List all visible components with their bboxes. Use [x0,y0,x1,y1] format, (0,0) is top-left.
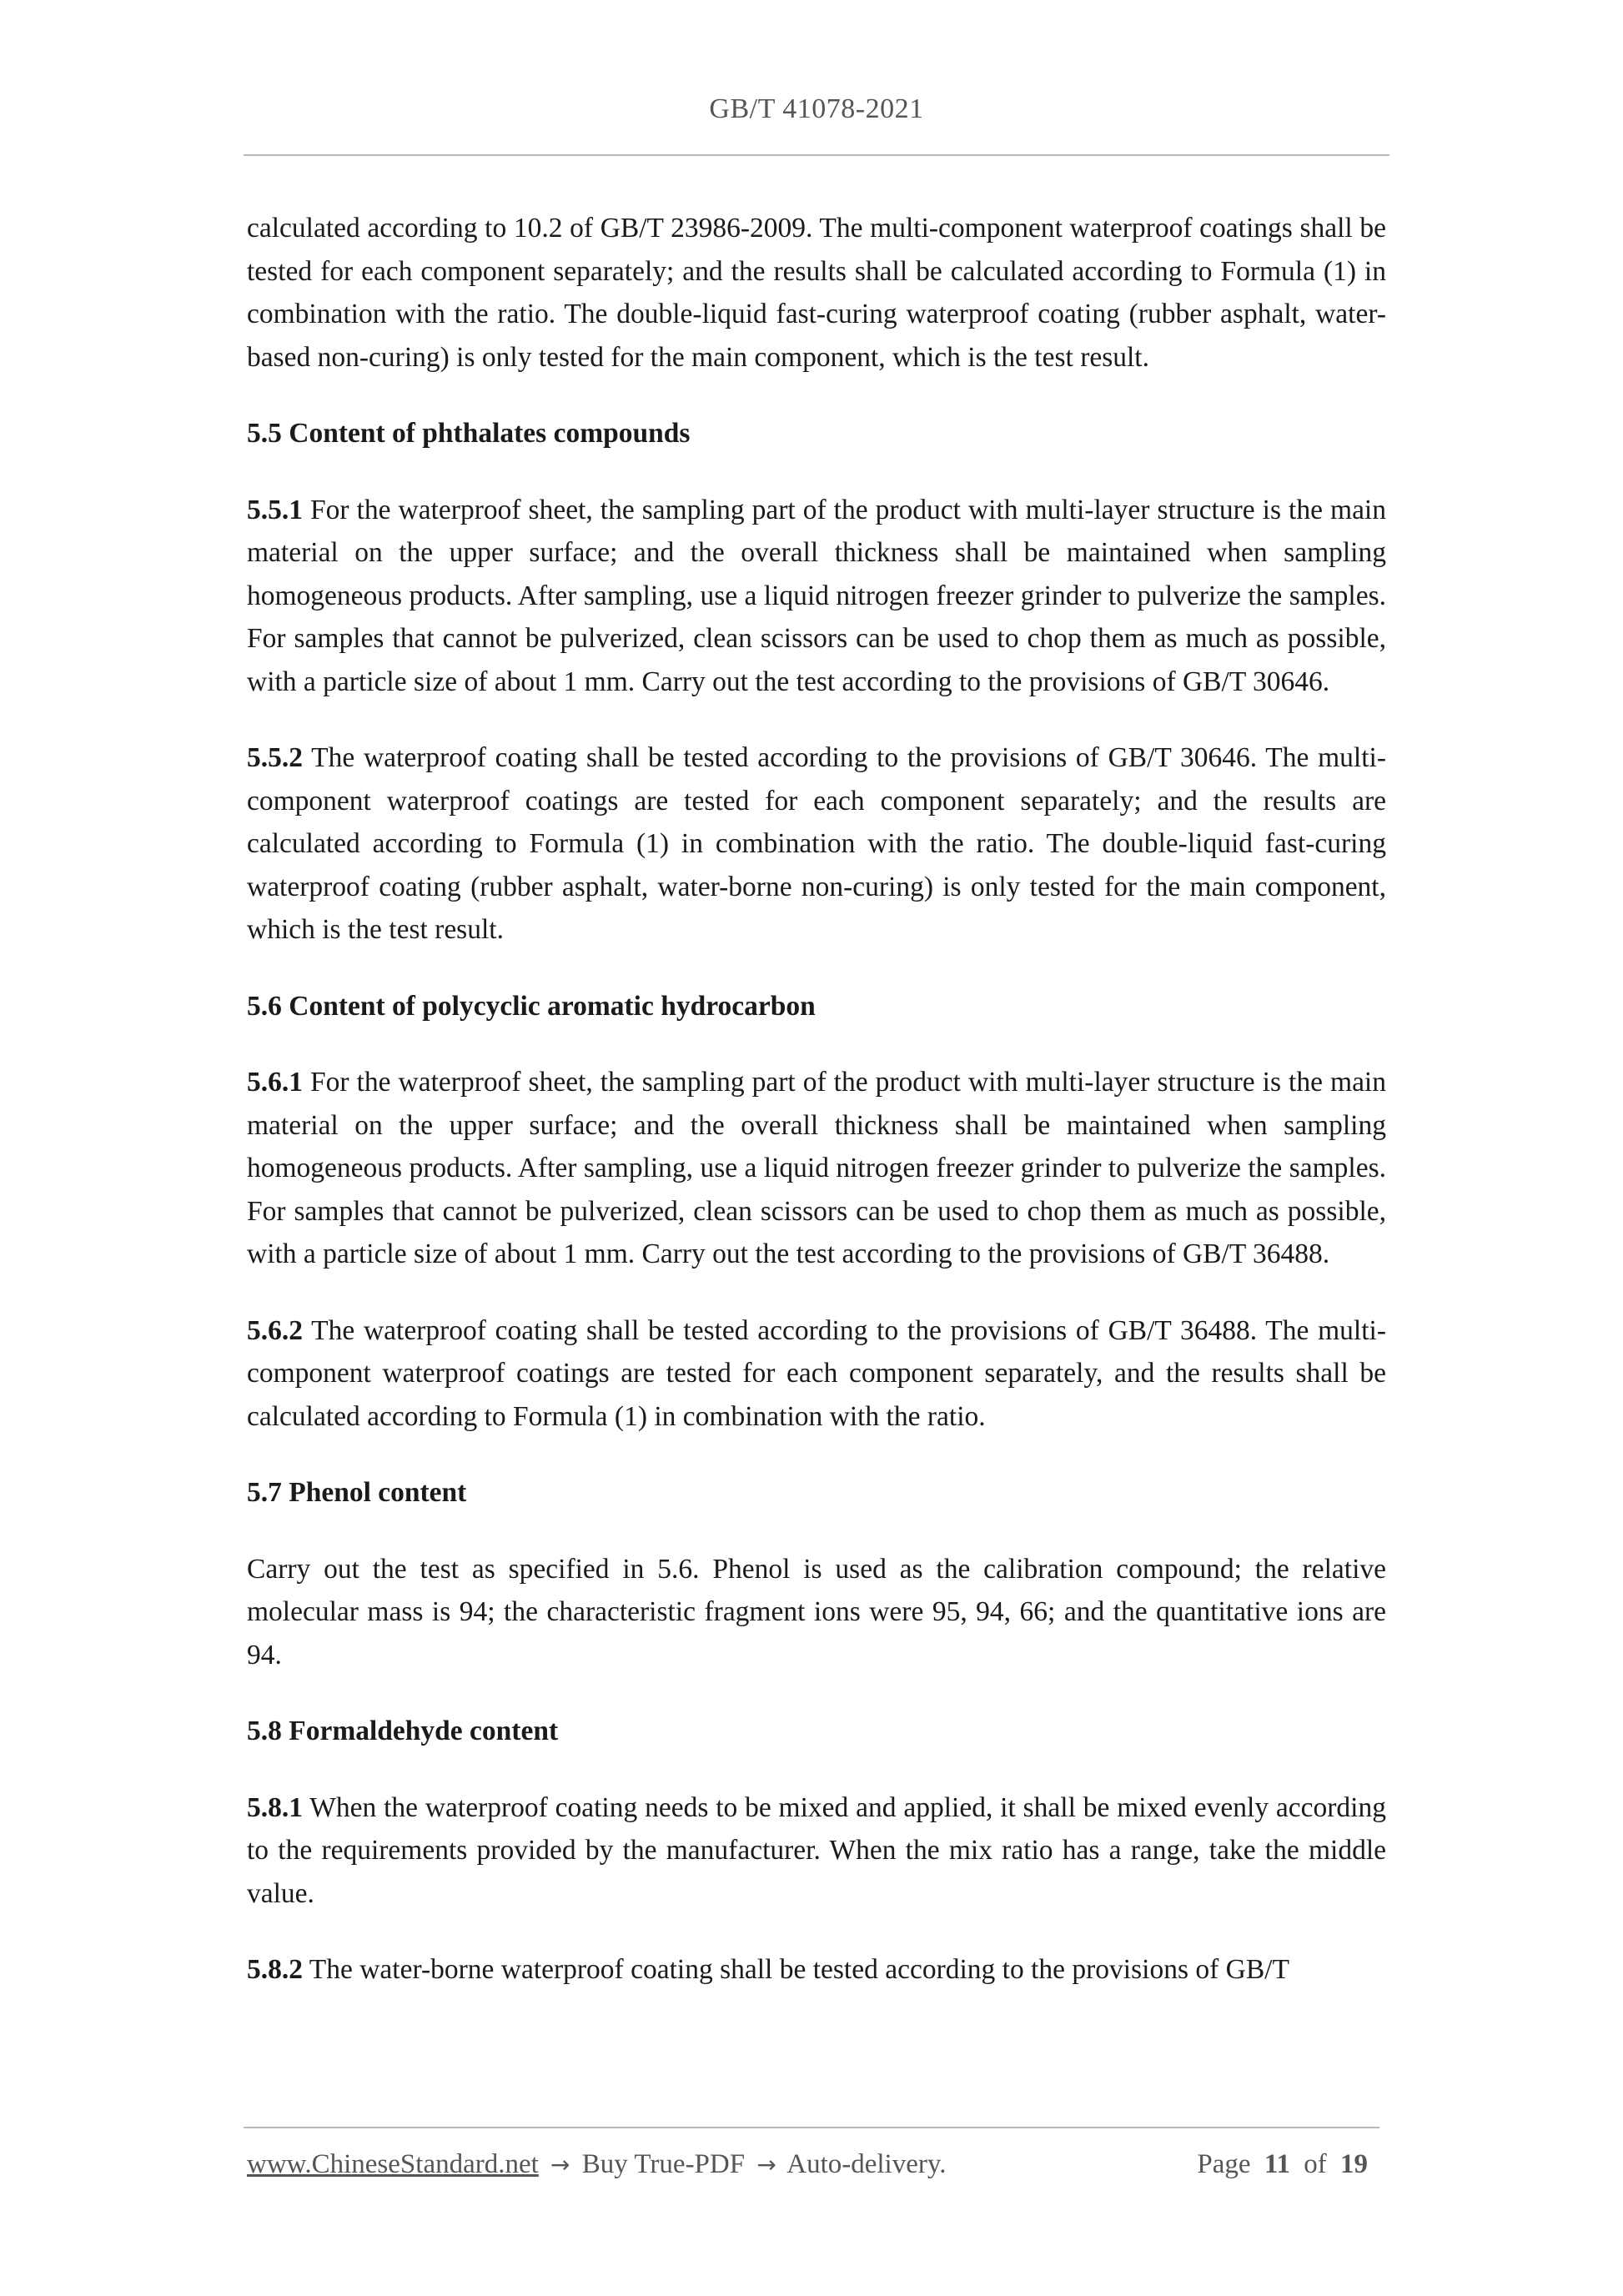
section-5-6-heading: 5.6 Content of polycyclic aromatic hydrocarbon [247,990,816,1022]
clause-number: 5.6.2 [247,1314,303,1346]
page-body [247,207,1386,1992]
clause-5-5-1 [247,489,1386,704]
clause-number: 5.8.1 [247,1791,303,1823]
page-of: of [1304,2149,1327,2179]
clause-text: For the waterproof sheet, the sampling part of the product with multi-layer structure is the main material on the upper surface; and the overall thickness shall be maintained when sampling homogeneous products. After sampling, use a liquid nitrogen freezer grinder to pulverize the samples. For samples that cannot be pulverized, clean scissors can be used to chop them as much as possible, with a particle size of about 1 mm. Carry out the test according to the provisions of GB/T 30646. [247,494,1386,697]
standard-number: GB/T 41078-2021 [709,93,924,124]
clause-number: 5.8.2 [247,1954,303,1985]
footer-divider [244,2127,1379,2128]
clause-5-5-2 [247,736,1386,952]
clause-text: When the waterproof coating needs to be mixed and applied, it shall be mixed evenly according to the requirements provided by the manufacturer. When the mix ratio has a range, take the middle value. [247,1791,1386,1909]
delivery-text: Auto-delivery. [786,2149,947,2179]
clause-text: The waterproof coating shall be tested according to the provisions of GB/T 36488. The multi-component waterproof coatings are tested for each component separately, and the results shall be calculated according to Formula (1) in combination with the ratio. [247,1314,1386,1432]
arrow-right-icon: → [550,2151,570,2178]
clause-number: 5.5.1 [247,494,303,525]
page-indicator [1197,2149,1374,2180]
running-header [244,93,1389,125]
clause-text: The water-borne waterproof coating shall be tested according to the provisions of GB/T [303,1954,1289,1985]
page-current: 11 [1264,2149,1290,2179]
section-5-7-paragraph: Carry out the test as specified in 5.6. Phenol is used as the calibration compound; the relative molecular mass is 94; the characteristic fragment ions were 95, 94, 66; and the quantitative ions are 94. [247,1553,1386,1671]
clause-text: The waterproof coating shall be tested according to the provisions of GB/T 30646. The multi-component waterproof coatings are tested for each component separately; and the results are calculated according to Formula (1) in combination with the ratio. The double-liquid fast-curing waterproof coating (rubber asphalt, water-borne non-curing) is only tested for the main component, which is the test result. [247,742,1386,945]
arrow-right-icon: → [756,2151,776,2178]
clause-number: 5.5.2 [247,742,303,773]
page-label: Page [1197,2149,1251,2179]
section-5-7-heading: 5.7 Phenol content [247,1477,467,1508]
clause-5-6-2 [247,1309,1386,1439]
buy-text: Buy True-PDF [581,2149,746,2179]
clause-text: For the waterproof sheet, the sampling part of the product with multi-layer structure is the main material on the upper surface; and the overall thickness shall be maintained when sampling homogeneous products. After sampling, use a liquid nitrogen freezer grinder to pulverize the samples. For samples that cannot be pulverized, clean scissors can be used to chop them as much as possible, with a particle size of about 1 mm. Carry out the test according to the provisions of GB/T 36488. [247,1067,1386,1269]
section-5-5-heading: 5.5 Content of phthalates compounds [247,418,691,449]
footer-promo [247,2149,946,2180]
section-5-8-heading: 5.8 Formaldehyde content [247,1716,559,1746]
intro-paragraph: calculated according to 10.2 of GB/T 23986-2009. The multi-component waterproof coatings shall be tested for each component separately; and the results shall be calculated according to Formula (1) in combination with the ratio. The double-liquid fast-curing waterproof coating (rubber asphalt, water-based non-curing) is only tested for the main component, which is the test result. [247,213,1386,373]
page-total: 19 [1340,2149,1368,2179]
header-divider [244,154,1389,156]
clause-5-6-1 [247,1061,1386,1276]
website-link[interactable]: www.ChineseStandard.net [247,2149,539,2179]
clause-number: 5.6.1 [247,1067,303,1098]
clause-5-8-1 [247,1786,1386,1916]
clause-5-8-2 [247,1948,1386,1992]
